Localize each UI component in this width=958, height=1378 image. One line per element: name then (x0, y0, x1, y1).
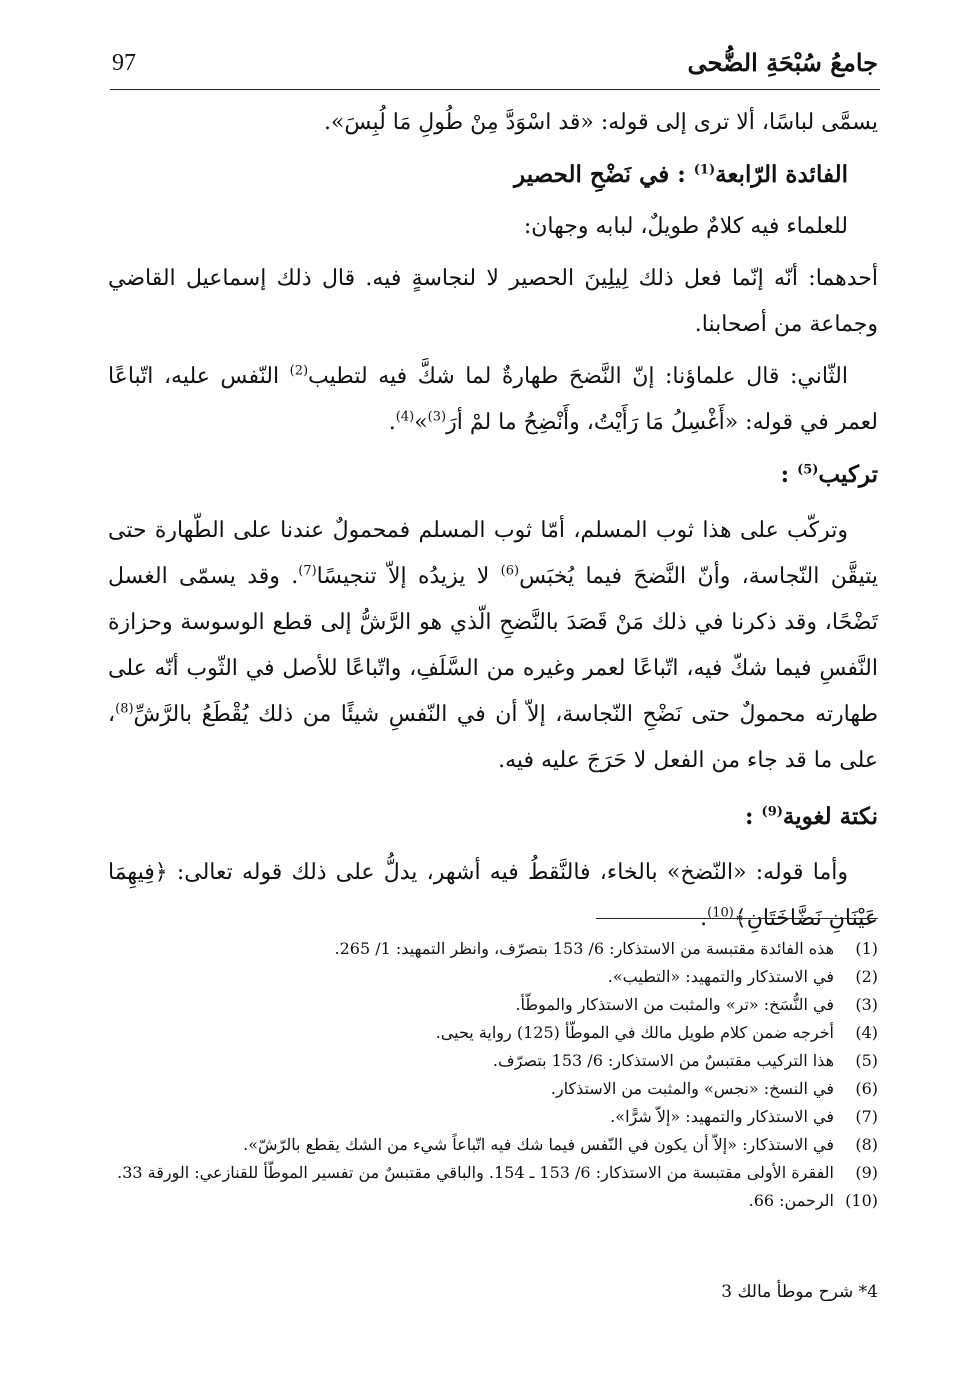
footnote (108, 1131, 878, 1159)
footnote-ref: (7) (298, 563, 317, 579)
footnote-number: (7) (855, 1107, 878, 1126)
footnote (108, 963, 878, 991)
paragraph-3: أحدهما: أنّه إنّما فعل ذلك لِيلِينَ الحصير لا لنجاسةٍ فيه. قال ذلك إسماعيل القاضي وجماعة من أصحابنا. (108, 266, 878, 337)
heading-text: : (780, 461, 798, 488)
footnote-ref: (5) (797, 462, 819, 478)
text-run: النّفس عليه، اتّباعًا لعمر في قوله: «أَغْسِلُ مَا رَأَيْتُ، وأَنْضِحُ ما لمْ أرَ (108, 364, 878, 435)
signature-line: 4* شرح موطأ مالك 3 (721, 1282, 878, 1302)
heading-text: نكتة لغوية (782, 803, 878, 830)
text-run: . (388, 410, 396, 435)
footnote (108, 1159, 878, 1187)
footnote-text: في الاستذكار والتمهيد: «التطيب». (607, 967, 834, 986)
footnote-number: (10) (845, 1191, 878, 1210)
footnote-number: (8) (855, 1135, 878, 1154)
footnote-text: في النُّسَخ: «تر» والمثبت من الاستذكار والموطّأ. (515, 995, 834, 1014)
footnote-text: الرحمن: 66. (748, 1191, 834, 1210)
footnote-text: في الاستذكار والتمهيد: «إلاّ شرًّا». (610, 1107, 834, 1126)
text-run: . (700, 906, 708, 931)
footnote-ref: (4) (395, 409, 415, 425)
footnote-ref: (2) (289, 363, 309, 379)
footnote-ref: (10) (707, 905, 734, 921)
footnote-ref: (1) (693, 162, 716, 178)
footnote-ref: (8) (115, 701, 134, 717)
heading-tarkib (108, 452, 878, 498)
footnote-number: (5) (855, 1051, 878, 1070)
footnote-text: أخرجه ضمن كلام طويل مالك في الموطّأ (125) رواية يحيى. (435, 1023, 834, 1042)
footnote-number: (9) (855, 1163, 878, 1182)
heading-text: : (745, 803, 762, 830)
footnote-number: (4) (855, 1023, 878, 1042)
heading-linguistic-note (108, 794, 878, 840)
paragraph-2: للعلماء فيه كلامٌ طويلٌ، لبابه وجهان: (523, 214, 848, 239)
footnote-ref: (3) (427, 409, 447, 425)
text-run: » (414, 410, 428, 435)
text-run: وأما قوله: «النّضخ» بالخاء، فالنَّقطُ فيه أشهر، يدلُّ على ذلك قوله تعالى: ﴿فِيهِمَا عَيْنَانِ نَضَّاخَتَانِ﴾ (108, 860, 878, 931)
text-run: الثّاني: قال علماؤنا: إنّ النَّضحَ طهارةٌ لما شكَّ فيه لتطيب (308, 364, 848, 389)
footnote-text: هذا التركيب مقتبسٌ من الاستذكار: 6/ 153 بتصرّف. (492, 1051, 834, 1070)
footnotes (108, 935, 878, 1215)
footnote-rule (596, 918, 878, 919)
text-run: وتركّب على هذا ثوب المسلم، أمّا ثوب المسلم فمحمولٌ عندنا على الطّهارة حتى يتيقَّن النّجاسة، وأنّ النَّضحَ فيما يُخبَس (108, 518, 878, 589)
heading-text: تركيب (818, 461, 878, 488)
paragraph-4 (108, 354, 878, 446)
paragraph-5 (108, 508, 878, 784)
heading-fourth-benefit (108, 152, 878, 198)
footnote (108, 935, 878, 963)
footnote (108, 991, 878, 1019)
footnote-text: في الاستذكار: «إلاّ أن يكون في النّفس فيما شك فيه اتّباعاً شيء من الشك يقطع بالرّشّ». (243, 1135, 834, 1154)
running-title: جامعُ سُبْحَةِ الضُّحى (687, 48, 878, 77)
footnote (108, 1103, 878, 1131)
heading-text: : في نَضْحِ الحصير (514, 161, 694, 188)
footnote (108, 1047, 878, 1075)
text-run: ، على ما قد جاء من الفعل لا حَرَجَ عليه فيه. (108, 702, 878, 773)
footnote-text: هذه الفائدة مقتبسة من الاستذكار: 6/ 153 بتصرّف، وانظر التمهيد: 1/ 265. (334, 939, 834, 958)
footnote (108, 1075, 878, 1103)
heading-text: الفائدة الرّابعة (715, 161, 848, 188)
footnote-number: (6) (855, 1079, 878, 1098)
paragraph-6 (108, 850, 878, 942)
main-text (108, 100, 878, 948)
text-run: . وقد يسمّى الغسل تَضْحًا، وقد ذكرنا في ذلك مَنْ قَصَدَ بالنَّضحِ الّذي هو الرَّشُّ إلى قطع الوسوسة وحزازة النَّفسِ فيما شكّ فيه، اتّباعًا لعمر وغيره من السَّلَفِ، واتّباعًا للأصل في الثّوب أنّه على طهارته محمولٌ حتى نَضْحِ النّجاسة، إلاّ أن في النّفسِ شيئًا من ذلك يُقْطَعُ بالرَّشِّ (108, 564, 878, 727)
footnote-number: (3) (855, 995, 878, 1014)
footnote-text: الفقرة الأولى مقتبسة من الاستذكار: 6/ 153 ـ 154. والباقي مقتبسٌ من تفسير الموطّأ للقنازعي: الورقة 33. (117, 1163, 834, 1182)
footnote-ref: (9) (761, 804, 783, 820)
footnote-text: في النسخ: «نجس» والمثبت من الاستذكار. (550, 1079, 834, 1098)
page-number: 97 (112, 50, 136, 76)
footnote-number: (1) (855, 939, 878, 958)
paragraph-1: يسمَّى لباسًا، ألا ترى إلى قوله: «قد اسْوَدَّ مِنْ طُولِ مَا لُبِسَ». (323, 110, 878, 135)
header-rule (110, 89, 880, 90)
footnote-number: (2) (855, 967, 878, 986)
footnote (108, 1019, 878, 1047)
text-run: لا يزيدُه إلاّ تنجيسًا (316, 564, 501, 589)
footnote-ref: (6) (500, 563, 520, 579)
footnote (108, 1187, 878, 1215)
